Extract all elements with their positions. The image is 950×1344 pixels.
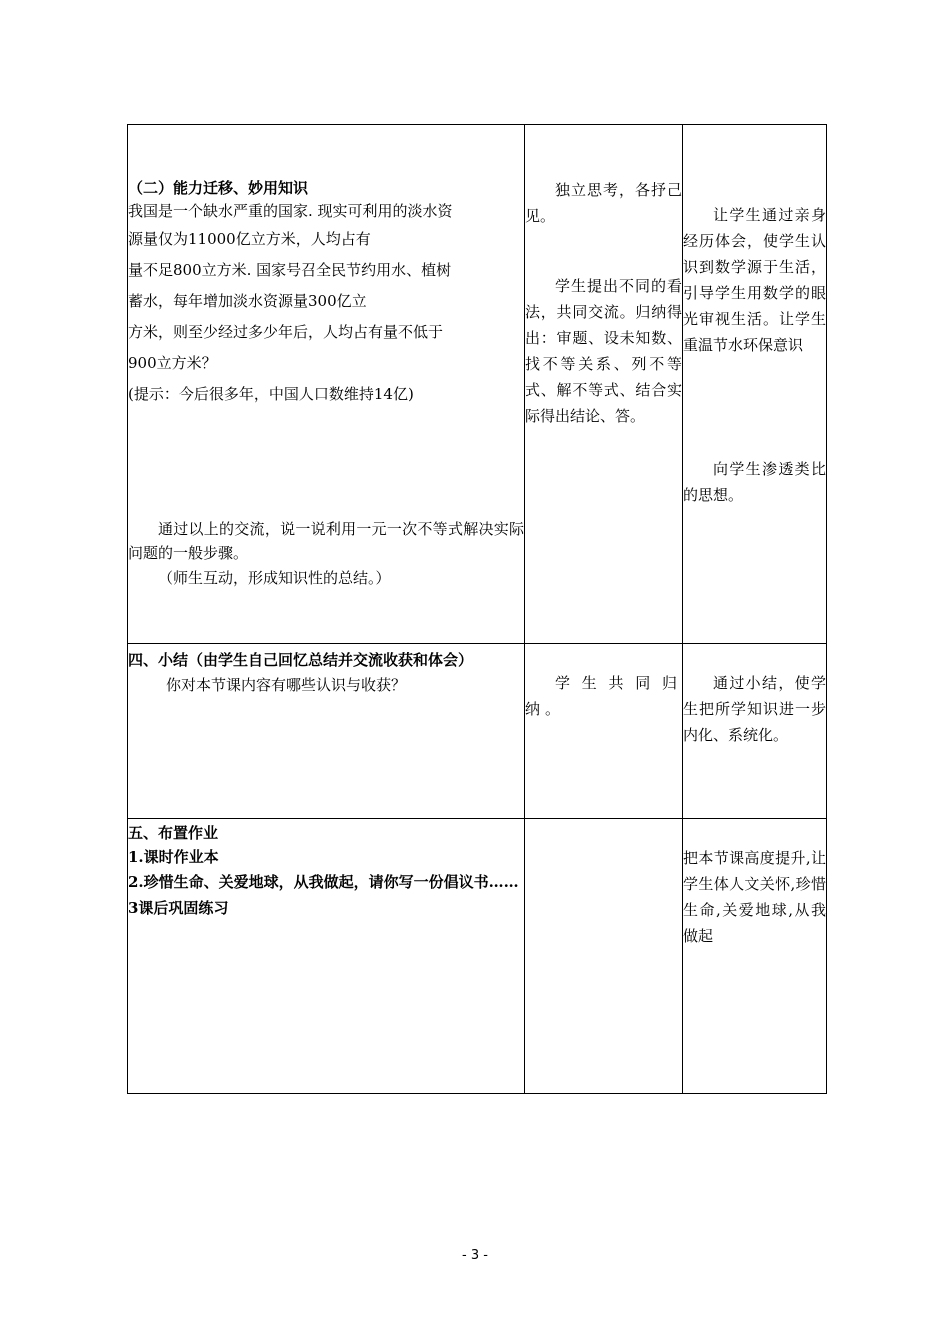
teaching-content-cell: [128, 644, 525, 819]
teaching-content-cell: [128, 819, 525, 1094]
table-row: [128, 125, 827, 644]
lesson-plan-table: [127, 124, 827, 1094]
design-intent-text: 向学生渗透类比的思想。: [683, 460, 826, 504]
hint-text: (提示：今后很多年，中国人口数维持14亿): [128, 385, 414, 403]
summary-note: （师生互动，形成知识性的总结。）: [158, 569, 391, 587]
table-row: [128, 819, 827, 1094]
homework-item: 2.珍惜生命、关爱地球，从我做起，请你写一份倡议书……: [128, 873, 519, 891]
problem-line: 方米，则至少经过多少年后，人均占有量不低于: [128, 323, 444, 341]
problem-line: 量不足800立方米. 国家号召全民节约用水、植树: [128, 261, 452, 279]
homework-item: 1.课时作业本: [128, 848, 219, 866]
problem-line: 900立方米？: [128, 354, 217, 372]
design-intent-text: 让学生通过亲身经历体会，使学生认识到数学源于生活，引导学生用数学的眼光审视生活。让学生重温节水环保意识: [683, 206, 826, 354]
section-title: （二）能力迁移、妙用知识: [128, 179, 309, 197]
summary-question: 你对本节课内容有哪些认识与收获？: [166, 676, 407, 694]
homework-item: 3课后巩固练习: [128, 899, 229, 917]
student-activity-cell: [525, 819, 683, 1094]
teaching-content-cell: [128, 125, 525, 644]
design-intent-cell: [683, 819, 827, 1094]
student-activity-cell: [525, 125, 683, 644]
problem-line: 源量仅为11000亿立方米，人均占有: [128, 230, 371, 248]
student-activity-text: 学生提出不同的看法，共同交流。归纳得出：审题、设未知数、找不等关系、列不等式、解不等式、结合实际得出结论、答。: [525, 277, 682, 425]
problem-line: 蓄水，每年增加淡水资源量300亿立: [128, 292, 367, 310]
design-intent-text: 把本节课高度提升,让学生体人文关怀,珍惜生命,关爱地球,从我做起: [683, 849, 826, 945]
summary-prompt: 通过以上的交流，说一说利用一元一次不等式解决实际问题的一般步骤。: [128, 520, 524, 562]
page-number: - 3 -: [462, 1248, 488, 1263]
student-activity-cell: [525, 644, 683, 819]
section-title: 五、布置作业: [128, 824, 219, 842]
section-title: 四、小结（由学生自己回忆总结并交流收获和体会）: [128, 651, 474, 669]
student-activity-text: 学生共同归纳。: [525, 674, 682, 718]
design-intent-cell: [683, 125, 827, 644]
student-activity-text: 独立思考，各抒己见。: [525, 181, 682, 225]
table-row: [128, 644, 827, 819]
problem-line: 我国是一个缺水严重的国家. 现实可利用的淡水资: [128, 202, 453, 220]
design-intent-cell: [683, 644, 827, 819]
design-intent-text: 通过小结，使学生把所学知识进一步内化、系统化。: [683, 674, 826, 744]
